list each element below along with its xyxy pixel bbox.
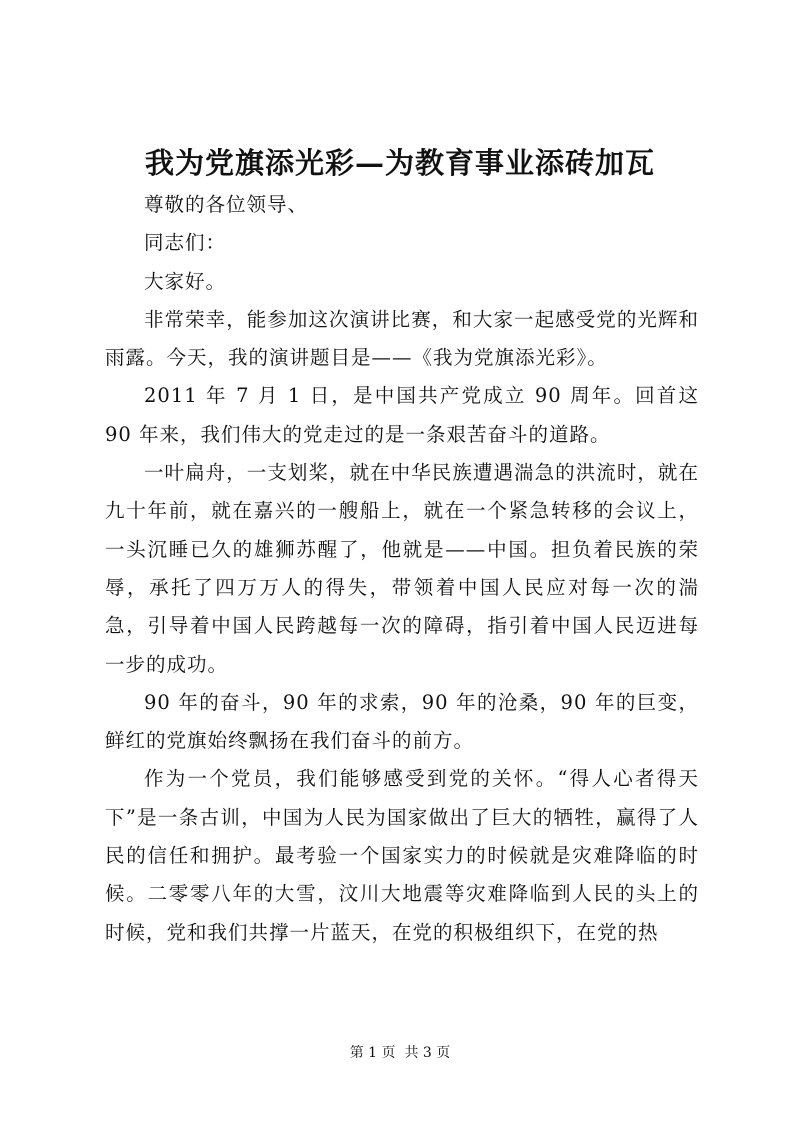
paragraph-greeting: 大家好。 bbox=[144, 269, 227, 293]
paragraph-salutation-1: 尊敬的各位领导、 bbox=[144, 193, 309, 216]
paragraph-ninety-years: 90 年的奋斗，90 年的求索，90 年的沧桑，90 年的巨变，鲜红的党旗始终飘扬在我们奋斗的前方。 bbox=[105, 690, 699, 753]
page-footer: 第 1 页 共 3 页 bbox=[349, 1045, 451, 1061]
paragraph-party-member: 作为一个党员，我们能够感受到党的关怀。“得人心者得天下”是一条古训，中国为人民为国家做出了巨大的牺牲，赢得了人民的信任和拥护。最考验一个国家实力的时候就是灾难降临的时候。二零零八年的大雪，汶川大地震等灾难降临到人民的头上的时候，党和我们共撑一片蓝天，在党的积极组织下，在党的热 bbox=[105, 767, 699, 944]
document-title: 我为党旗添光彩—为教育事业添砖加瓦 bbox=[144, 146, 655, 180]
document-body bbox=[105, 186, 699, 952]
paragraph-anniversary: 2011 年 7 月 1 日，是中国共产党成立 90 周年。回首这 90 年来，我们伟大的党走过的是一条艰苦奋斗的道路。 bbox=[105, 384, 699, 446]
paragraph-history: 一叶扁舟，一支划桨，就在中华民族遭遇湍急的洪流时，就在九十年前，就在嘉兴的一艘船上，就在一个紧急转移的会议上，一头沉睡已久的雄狮苏醒了，他就是——中国。担负着民族的荣辱，承托了四万万人的得失，带领着中国人民应对每一次的湍急，引导着中国人民跨越每一次的障碍，指引着中国人民迈进每一步的成功。 bbox=[105, 461, 699, 676]
paragraph-salutation-2: 同志们： bbox=[144, 231, 227, 255]
paragraph-intro: 非常荣幸，能参加这次演讲比赛，和大家一起感受党的光辉和雨露。今天，我的演讲题目是——《我为党旗添光彩》。 bbox=[105, 307, 699, 370]
